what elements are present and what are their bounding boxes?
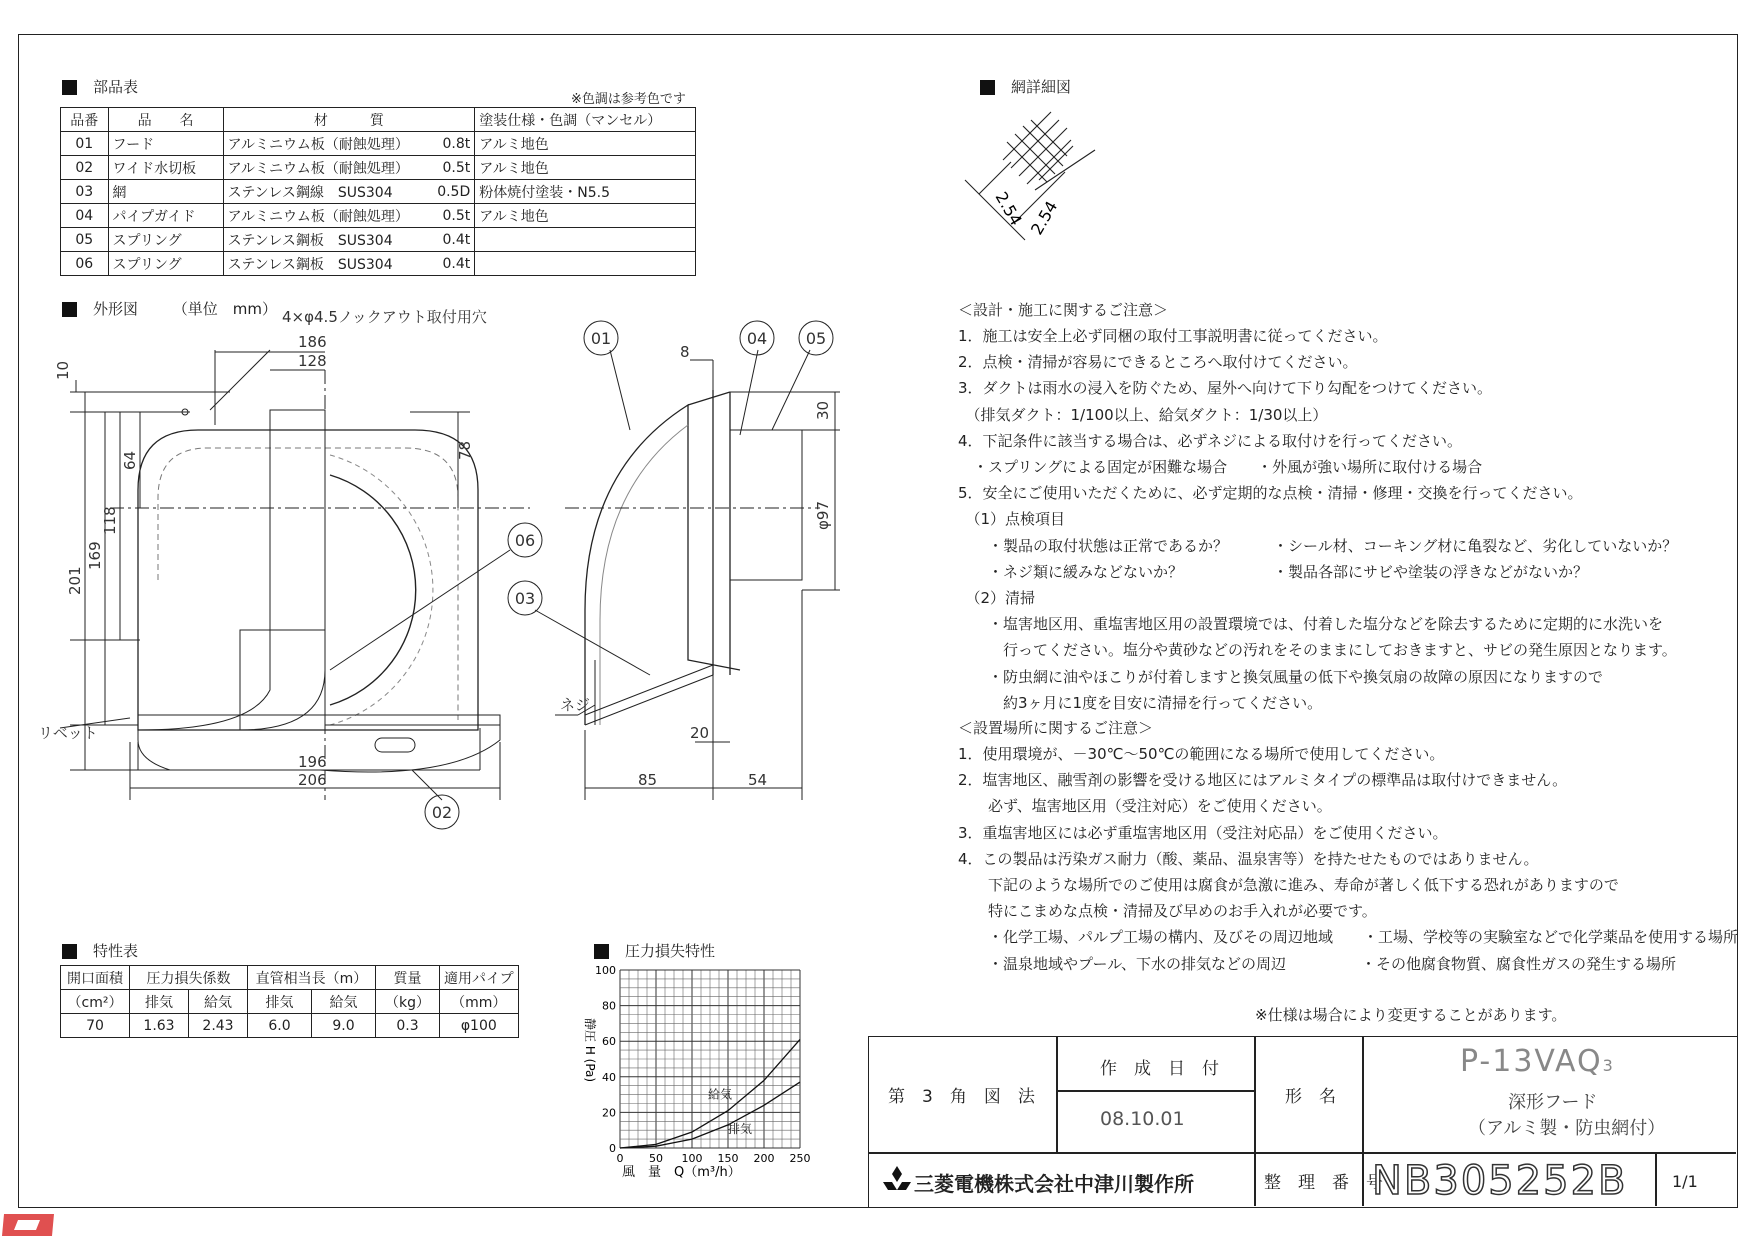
specs-h2: 給気 [189, 990, 248, 1014]
parts-cell-finish [475, 228, 696, 252]
specs-h2: 給気 [312, 990, 376, 1014]
specs-value: 0.3 [376, 1014, 440, 1038]
header-finish: 塗装仕様・色調（マンセル） [475, 108, 696, 132]
specs-h-pipe: 適用パイプ [440, 966, 519, 990]
balloon-03: 03 [514, 589, 536, 608]
rivet-label: リベット [38, 724, 98, 742]
table-header-row [61, 108, 696, 132]
x-tick-label: 50 [649, 1152, 663, 1165]
parts-cell-material: アルミニウム板（耐蝕処理） [223, 204, 423, 228]
pressure-chart-title: 圧力損失特性 [594, 940, 715, 961]
parts-row [61, 228, 696, 252]
location-notes-header: ＜設置場所に関するご注意＞ [958, 719, 1154, 737]
y-tick-label: 20 [602, 1106, 616, 1120]
dim-10: 10 [54, 360, 72, 380]
parts-cell-name: スプリング [108, 228, 223, 252]
specs-value: 6.0 [248, 1014, 312, 1038]
parts-cell-name: フード [108, 132, 223, 156]
section-marker-icon [62, 302, 77, 317]
dim-64: 64 [121, 450, 139, 470]
specs-h-coef: 圧力損失係数 [130, 966, 248, 990]
series-label-1: 排気 [727, 1121, 753, 1136]
dim-54: 54 [748, 771, 768, 789]
x-tick-label: 200 [753, 1152, 775, 1165]
specs-value: 2.43 [189, 1014, 248, 1038]
specs-h-mass: 質量 [376, 966, 440, 990]
design-line: （1）点検項目 [958, 510, 1066, 529]
parts-cell-thickness: 0.5t [424, 204, 475, 228]
model-name [1460, 1044, 1615, 1079]
specs-title: 特性表 [62, 940, 138, 961]
parts-cell-finish: アルミ地色 [475, 132, 696, 156]
screw-label: ネジ [560, 696, 591, 714]
parts-cell-no: 06 [61, 252, 109, 276]
specs-h2: 排気 [130, 990, 189, 1014]
title-block-line [868, 1152, 1736, 1154]
location-line: 1．使用環境が、－30℃～50℃の範囲になる場所で使用してください。 [958, 745, 1445, 763]
design-line: ・塩害地区用、重塩害地区用の設置環境では、付着した塩分などを除去するために定期的に水洗いを [958, 615, 1664, 634]
y-tick-label: 80 [602, 999, 616, 1013]
parts-cell-no: 01 [61, 132, 109, 156]
parts-cell-material: ステンレス鋼板 SUS304 [223, 252, 423, 276]
chart-ylabel: 静圧 H (Pa) [583, 1018, 597, 1083]
title-block-line [1655, 1152, 1657, 1206]
reference-number: NB305252B [1372, 1158, 1628, 1204]
balloon-01: 01 [590, 329, 612, 348]
balloon-05: 05 [805, 329, 827, 348]
balloon-04: 04 [746, 329, 768, 348]
y-tick-label: 100 [595, 964, 616, 977]
outline-unit: （単位 mm） [172, 300, 278, 318]
design-line: 行ってください。塩分や黄砂などの汚れをそのままにしておきますと、サビの発生原因となります。 [958, 641, 1677, 660]
design-line: 1．施工は安全上必ず同梱の取付工事説明書に従ってください。 [958, 327, 1388, 345]
x-tick-label: 250 [789, 1152, 811, 1165]
parts-cell-material: ステンレス鋼板 SUS304 [223, 228, 423, 252]
section-marker-icon [62, 944, 77, 959]
specs-h2: （cm²） [61, 990, 130, 1014]
parts-cell-finish: アルミ地色 [475, 204, 696, 228]
specs-h2: （kg） [376, 990, 440, 1014]
parts-cell-thickness: 0.4t [424, 252, 475, 276]
company-name: 三菱電機株式会社中津川製作所 [914, 1172, 1194, 1196]
y-tick-label: 60 [602, 1035, 616, 1049]
model-description: 深形フード [1508, 1092, 1598, 1113]
location-line: 下記のような場所でのご使用は腐食が急激に進み、寿命が著しく低下する恐れがありますので [958, 876, 1619, 894]
design-line: 5．安全にご使用いただくために、必ず定期的な点検・清掃・修理・交換を行ってください。 [958, 484, 1583, 503]
parts-cell-no: 04 [61, 204, 109, 228]
specs-value: 70 [61, 1014, 130, 1038]
dim-206: 206 [298, 771, 327, 789]
balloon-06: 06 [514, 531, 536, 550]
parts-cell-finish [475, 252, 696, 276]
section-marker-icon [980, 80, 995, 95]
specs-table [60, 965, 519, 1038]
mesh-detail-drawing [955, 110, 1125, 260]
dim-20: 20 [690, 724, 710, 742]
series-label-0: 給気 [707, 1087, 733, 1102]
parts-cell-finish: 粉体焼付塗装・N5.5 [475, 180, 696, 204]
parts-cell-name: ワイド水切板 [108, 156, 223, 180]
parts-cell-material: アルミニウム板（耐蝕処理） [223, 156, 423, 180]
location-line: 必ず、塩害地区用（受注対応）をご使用ください。 [958, 797, 1332, 816]
dim-85: 85 [638, 771, 658, 789]
parts-row [61, 204, 696, 228]
page-number: 1/1 [1672, 1172, 1698, 1191]
creation-date: 08.10.01 [1100, 1108, 1185, 1130]
mesh-dim-1: 2.54 [991, 188, 1026, 229]
parts-cell-no: 02 [61, 156, 109, 180]
parts-table [60, 107, 696, 276]
parts-row [61, 180, 696, 204]
dim-169: 169 [86, 541, 104, 570]
specs-h2: （mm） [440, 990, 519, 1014]
design-line: 約3ヶ月に1度を目安に清掃を行ってください。 [958, 693, 1323, 712]
knockout-label: 4×φ4.5ノックアウト取付用穴 [282, 308, 487, 326]
parts-note: ※色調は参考色です [571, 92, 686, 107]
parts-cell-thickness: 0.8t [424, 132, 475, 156]
x-tick-label: 150 [717, 1152, 739, 1165]
mitsubishi-logo-icon [880, 1165, 914, 1195]
dim-30: 30 [814, 400, 832, 420]
balloon-02: 02 [431, 803, 453, 822]
design-line: 2．点検・清掃が容易にできるところへ取付けてください。 [958, 353, 1358, 372]
title-block-line [1254, 1036, 1256, 1206]
parts-cell-finish: アルミ地色 [475, 156, 696, 180]
parts-cell-no: 05 [61, 228, 109, 252]
dim-196: 196 [298, 753, 327, 771]
parts-cell-thickness: 0.4t [424, 228, 475, 252]
parts-title: 部品表 [62, 76, 138, 97]
dim-78: 78 [456, 440, 474, 460]
parts-cell-material: アルミニウム板（耐蝕処理） [223, 132, 423, 156]
location-line: ・温泉地域やプール、下水の排気などの周辺 ・その他腐食物質、腐食性ガスの発生する場所 [958, 954, 1677, 973]
pressure-loss-chart [560, 958, 820, 1183]
parts-row [61, 252, 696, 276]
parts-cell-material: ステンレス鋼線 SUS304 [223, 180, 423, 204]
chart-xlabel: 風 量 Q（m³/h） [622, 1165, 741, 1180]
parts-row [61, 156, 696, 180]
specs-header-row-1 [61, 966, 519, 990]
dim-128: 128 [298, 352, 327, 370]
dim-97: φ97 [814, 501, 832, 530]
location-line: 2．塩害地区、融雪剤の影響を受ける地区にはアルミタイプの標準品は取付けできません。 [958, 771, 1568, 790]
y-tick-label: 40 [602, 1070, 616, 1084]
design-line: （排気ダクト：1/100以上、給気ダクト：1/30以上） [958, 405, 1328, 424]
specs-value: 9.0 [312, 1014, 376, 1038]
location-line: 4．この製品は汚染ガス耐力（酸、薬品、温泉害等）を持たせたものではありません。 [958, 849, 1539, 868]
design-line: ・ネジ類に緩みなどないか？ ・製品各部にサビや塗装の浮きなどがないか？ [958, 562, 1589, 581]
location-line: 3．重塩害地区には必ず重塩害地区用（受注対応品）をご使用ください。 [958, 823, 1448, 842]
design-notes-header: ＜設計・施工に関するご注意＞ [958, 301, 1169, 319]
design-line: （2）清掃 [958, 589, 1036, 607]
parts-cell-name: スプリング [108, 252, 223, 276]
design-line: ・防虫網に油やほこりが付着しますと換気風量の低下や換気扇の故障の原因になりますので [958, 667, 1604, 686]
spec-change-note: ※仕様は場合により変更することがあります。 [1255, 1006, 1567, 1024]
model-name-sub: 3 [1602, 1056, 1615, 1075]
parts-cell-name: パイプガイド [108, 204, 223, 228]
header-material: 材 質 [223, 108, 475, 132]
section-marker-icon [594, 944, 609, 959]
parts-cell-no: 03 [61, 180, 109, 204]
model-name-main: P-13VAQ [1460, 1044, 1603, 1079]
date-label: 作 成 日 付 [1100, 1059, 1219, 1079]
mesh-title: 網詳細図 [980, 76, 1071, 97]
parts-cell-thickness: 0.5t [424, 156, 475, 180]
parts-row [61, 132, 696, 156]
design-line: ・製品の取付状態は正常であるか？ ・シール材、コーキング材に亀裂など、劣化していないか？ [958, 536, 1678, 555]
design-line: 3．ダクトは雨水の浸入を防ぐため、屋外へ向けて下り勾配をつけてください。 [958, 379, 1492, 398]
projection-label: 第 3 角 図 法 [888, 1087, 1035, 1107]
parts-cell-thickness: 0.5D [424, 180, 475, 204]
mesh-dim-2: 2.54 [1027, 197, 1062, 238]
specs-value: φ100 [440, 1014, 519, 1038]
location-line: ・化学工場、パルプ工場の構内、及びその周辺地域 ・工場、学校等の実験室などで化学薬品を使用する場所 [958, 928, 1739, 947]
specs-h2: 排気 [248, 990, 312, 1014]
model-label: 形 名 [1285, 1087, 1336, 1107]
dim-186: 186 [298, 333, 327, 351]
y-tick-label: 0 [609, 1142, 616, 1155]
outline-title: 外形図 （単位 mm） [62, 298, 277, 319]
section-marker-icon [62, 80, 77, 95]
specs-h-area: 開口面積 [61, 966, 130, 990]
dim-201: 201 [66, 566, 84, 595]
design-line: 4．下記条件に該当する場合は、必ずネジによる取付けを行ってください。 [958, 431, 1462, 450]
location-line: 特にこまめな点検・清掃及び早めのお手入れが必要です。 [958, 902, 1377, 921]
specs-header-row-2 [61, 990, 519, 1014]
dim-8: 8 [680, 343, 690, 361]
ref-label: 整 理 番 号 [1264, 1173, 1383, 1193]
dim-118: 118 [101, 506, 119, 535]
title-block-line [1056, 1090, 1254, 1092]
specs-value-row [61, 1014, 519, 1038]
x-tick-label: 100 [681, 1152, 703, 1165]
specs-value: 1.63 [130, 1014, 189, 1038]
design-line: ・スプリングによる固定が困難な場合 ・外風が強い場所に取付ける場合 [958, 458, 1483, 476]
title-block-line [1056, 1036, 1058, 1152]
corner-logo-icon [0, 1210, 60, 1240]
x-tick-label: 0 [616, 1152, 624, 1165]
specs-h-length: 直管相当長（m） [248, 966, 376, 990]
parts-cell-name: 網 [108, 180, 223, 204]
header-name: 品 名 [108, 108, 223, 132]
header-no: 品番 [61, 108, 109, 132]
model-description-sub: （アルミ製・防虫網付） [1468, 1118, 1666, 1139]
